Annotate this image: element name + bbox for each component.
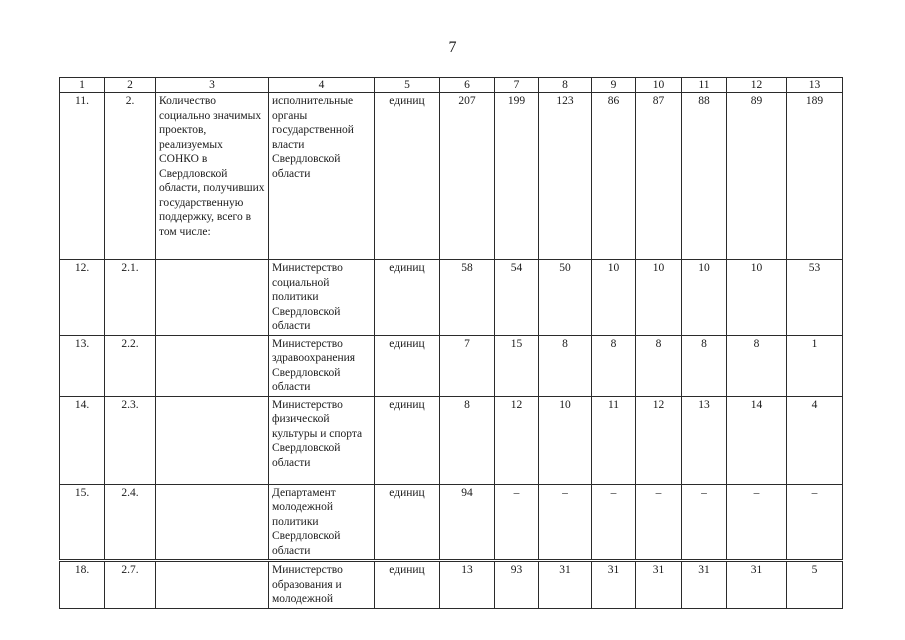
row-number: 14. bbox=[60, 396, 105, 484]
data-table bbox=[59, 77, 843, 609]
responsible-body: Министерство образования и молодежной bbox=[269, 561, 375, 609]
responsible-body: Департамент молодежной политики Свердловской области bbox=[269, 484, 375, 561]
row-number: 11. bbox=[60, 93, 105, 260]
value-cell: 10 bbox=[539, 396, 592, 484]
row-number: 13. bbox=[60, 335, 105, 396]
value-cell: 189 bbox=[787, 93, 843, 260]
responsible-body: Министерство физической культуры и спорта Свердловской области bbox=[269, 396, 375, 484]
row-code: 2.3. bbox=[105, 396, 156, 484]
value-cell: 86 bbox=[592, 93, 636, 260]
value-cell: 31 bbox=[727, 561, 787, 609]
table-row bbox=[60, 335, 843, 396]
table-row bbox=[60, 484, 843, 561]
row-number: 12. bbox=[60, 260, 105, 336]
indicator-name bbox=[156, 484, 269, 561]
value-cell: 12 bbox=[495, 396, 539, 484]
value-cell: 14 bbox=[727, 396, 787, 484]
column-header: 10 bbox=[636, 78, 682, 93]
column-header: 13 bbox=[787, 78, 843, 93]
value-cell: 8 bbox=[682, 335, 727, 396]
row-code: 2. bbox=[105, 93, 156, 260]
value-cell: – bbox=[539, 484, 592, 561]
value-cell: 1 bbox=[787, 335, 843, 396]
row-code: 2.7. bbox=[105, 561, 156, 609]
indicator-name: Количество социально значимых проектов, реализуемых СОНКО в Свердловской области, получивших государственную поддержку, всего в том числе: bbox=[156, 93, 269, 260]
value-cell: – bbox=[787, 484, 843, 561]
indicator-name bbox=[156, 396, 269, 484]
responsible-body: Министерство социальной политики Свердловской области bbox=[269, 260, 375, 336]
value-cell: 11 bbox=[592, 396, 636, 484]
column-header: 5 bbox=[375, 78, 440, 93]
row-code: 2.4. bbox=[105, 484, 156, 561]
value-cell: 50 bbox=[539, 260, 592, 336]
responsible-body: исполнительные органы государственной власти Свердловской области bbox=[269, 93, 375, 260]
page-number: 7 bbox=[448, 39, 457, 56]
header-row bbox=[60, 78, 843, 93]
unit: единиц bbox=[375, 93, 440, 260]
value-cell: 94 bbox=[440, 484, 495, 561]
value-cell: 8 bbox=[440, 396, 495, 484]
value-cell: 31 bbox=[636, 561, 682, 609]
value-cell: 13 bbox=[682, 396, 727, 484]
indicator-name bbox=[156, 260, 269, 336]
value-cell: – bbox=[495, 484, 539, 561]
value-cell: 12 bbox=[636, 396, 682, 484]
table-row bbox=[60, 93, 843, 260]
unit: единиц bbox=[375, 561, 440, 609]
value-cell: 199 bbox=[495, 93, 539, 260]
value-cell: 54 bbox=[495, 260, 539, 336]
column-header: 11 bbox=[682, 78, 727, 93]
value-cell: 31 bbox=[539, 561, 592, 609]
indicator-name bbox=[156, 561, 269, 609]
value-cell: 10 bbox=[727, 260, 787, 336]
value-cell: 88 bbox=[682, 93, 727, 260]
value-cell: – bbox=[636, 484, 682, 561]
value-cell: 7 bbox=[440, 335, 495, 396]
unit: единиц bbox=[375, 260, 440, 336]
column-header: 7 bbox=[495, 78, 539, 93]
responsible-body: Министерство здравоохранения Свердловской области bbox=[269, 335, 375, 396]
unit: единиц bbox=[375, 484, 440, 561]
indicator-name bbox=[156, 335, 269, 396]
value-cell: 31 bbox=[592, 561, 636, 609]
value-cell: 8 bbox=[592, 335, 636, 396]
column-header: 3 bbox=[156, 78, 269, 93]
table-row bbox=[60, 396, 843, 484]
value-cell: – bbox=[727, 484, 787, 561]
value-cell: 10 bbox=[592, 260, 636, 336]
value-cell: 89 bbox=[727, 93, 787, 260]
value-cell: 53 bbox=[787, 260, 843, 336]
value-cell: 13 bbox=[440, 561, 495, 609]
value-cell: 10 bbox=[682, 260, 727, 336]
column-header: 2 bbox=[105, 78, 156, 93]
value-cell: 15 bbox=[495, 335, 539, 396]
value-cell: 8 bbox=[539, 335, 592, 396]
column-header: 1 bbox=[60, 78, 105, 93]
column-header: 8 bbox=[539, 78, 592, 93]
table-row bbox=[60, 260, 843, 336]
unit: единиц bbox=[375, 335, 440, 396]
value-cell: 8 bbox=[727, 335, 787, 396]
column-header: 9 bbox=[592, 78, 636, 93]
value-cell: 207 bbox=[440, 93, 495, 260]
value-cell: 4 bbox=[787, 396, 843, 484]
value-cell: 5 bbox=[787, 561, 843, 609]
value-cell: 10 bbox=[636, 260, 682, 336]
row-code: 2.1. bbox=[105, 260, 156, 336]
column-header: 6 bbox=[440, 78, 495, 93]
unit: единиц bbox=[375, 396, 440, 484]
row-number: 15. bbox=[60, 484, 105, 561]
value-cell: 8 bbox=[636, 335, 682, 396]
value-cell: – bbox=[682, 484, 727, 561]
value-cell: – bbox=[592, 484, 636, 561]
column-header: 4 bbox=[269, 78, 375, 93]
value-cell: 58 bbox=[440, 260, 495, 336]
value-cell: 87 bbox=[636, 93, 682, 260]
value-cell: 93 bbox=[495, 561, 539, 609]
value-cell: 123 bbox=[539, 93, 592, 260]
row-number: 18. bbox=[60, 561, 105, 609]
value-cell: 31 bbox=[682, 561, 727, 609]
column-header: 12 bbox=[727, 78, 787, 93]
table-row bbox=[60, 561, 843, 609]
row-code: 2.2. bbox=[105, 335, 156, 396]
